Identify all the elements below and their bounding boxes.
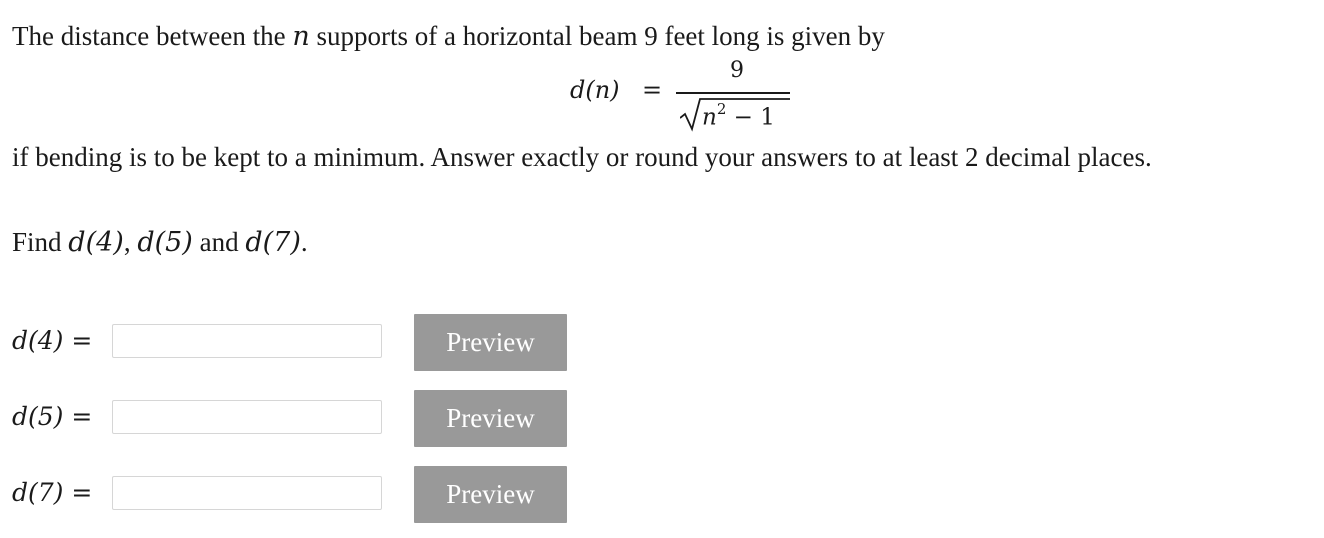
formula-numerator: 9: [730, 58, 744, 83]
answer-label-d5: d(5) =: [12, 402, 93, 431]
answer-label-d4: d(4) =: [12, 326, 93, 355]
task-prefix: Find: [12, 227, 69, 257]
task-prompt: [12, 226, 308, 259]
task-sep1: ,: [123, 227, 138, 257]
task-d5: d(5): [137, 227, 193, 258]
answer-row-d5: [12, 390, 572, 446]
answer-input-d7[interactable]: [112, 476, 382, 510]
formula-denominator: [680, 96, 790, 132]
preview-button-d5[interactable]: Preview: [414, 390, 567, 447]
task-d4: d(4): [68, 227, 124, 258]
formula-lhs: d(n): [570, 76, 620, 104]
answer-row-d7: [12, 466, 572, 522]
task-suffix: .: [300, 227, 308, 257]
den-exponent: 2: [716, 100, 727, 118]
problem-intro: [12, 20, 885, 53]
preview-button-d7[interactable]: Preview: [414, 466, 567, 523]
intro-text-start: The distance between the: [12, 21, 293, 51]
answer-input-d4[interactable]: [112, 324, 382, 358]
distance-formula: [570, 58, 810, 136]
variable-n: n: [292, 21, 310, 52]
answer-input-d5[interactable]: [112, 400, 382, 434]
formula-equals: =: [642, 76, 663, 104]
task-d7: d(7): [245, 227, 301, 258]
preview-button-d4[interactable]: Preview: [414, 314, 567, 371]
den-base: n: [702, 104, 717, 131]
answer-label-d7: d(7) =: [12, 478, 93, 507]
condition-text: if bending is to be kept to a minimum. Answer exactly or round your answers to at least 2 decimal places.: [12, 142, 1152, 172]
fraction-bar: [676, 92, 790, 94]
den-rest: − 1: [726, 104, 775, 131]
intro-text-end: supports of a horizontal beam 9 feet long is given by: [309, 21, 885, 51]
task-sep2: and: [192, 227, 246, 257]
answer-row-d4: [12, 314, 572, 370]
